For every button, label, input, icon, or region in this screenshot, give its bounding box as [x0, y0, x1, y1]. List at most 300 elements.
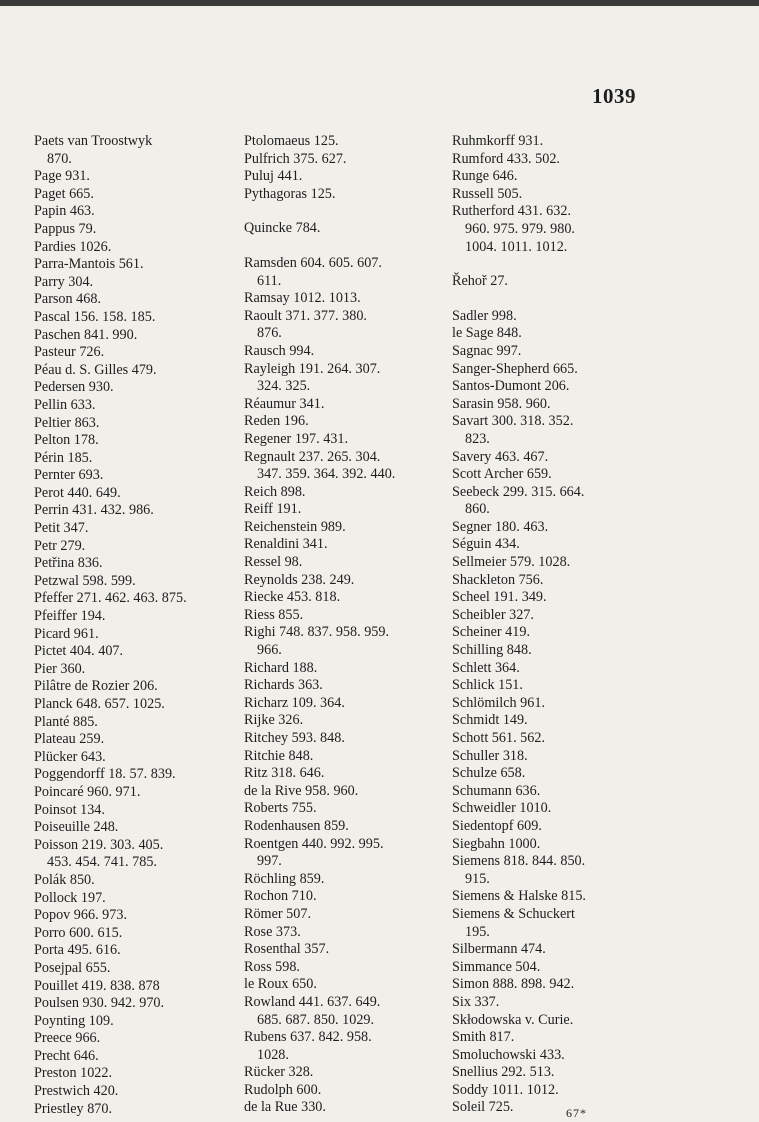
index-entry-continuation: 860. — [465, 501, 490, 518]
index-entry-text: Roberts 755. — [244, 800, 317, 817]
index-entry-text: Pfeiffer 194. — [34, 608, 106, 625]
index-entry — [452, 484, 652, 519]
index-entry-text: Petit 347. — [34, 520, 89, 537]
index-entry — [34, 626, 234, 644]
index-entry — [244, 220, 444, 238]
index-entry — [34, 731, 234, 749]
index-entry-text: Scheibler 327. — [452, 606, 534, 623]
index-entry — [244, 361, 444, 396]
page-number: 1039 — [592, 84, 636, 108]
index-entry-text: Reiff 191. — [244, 501, 302, 518]
index-entry — [34, 450, 234, 468]
index-entry-text: Rubens 637. 842. 958. — [244, 1029, 372, 1046]
index-entry-text: Perrin 431. 432. 986. — [34, 502, 154, 519]
index-entry-text: Reden 196. — [244, 413, 309, 430]
section-gap — [452, 291, 652, 308]
index-entry-text: le Roux 650. — [244, 976, 317, 993]
index-entry — [34, 960, 234, 978]
index-entry-text: Pier 360. — [34, 660, 86, 677]
section-gap — [244, 238, 444, 255]
index-entry — [452, 642, 652, 660]
index-entry-text: Rausch 994. — [244, 342, 315, 359]
index-entry-text: Reich 898. — [244, 483, 306, 500]
index-entry-text: Richards 363. — [244, 677, 323, 694]
index-entry-text: Petřina 836. — [34, 555, 103, 572]
index-entry — [452, 941, 652, 959]
index-entry — [34, 714, 234, 732]
index-entry — [452, 765, 652, 783]
index-entry-text: Siemens & Halske 815. — [452, 888, 586, 905]
index-entry — [34, 995, 234, 1013]
index-entry-text: de la Rive 958. 960. — [244, 782, 359, 799]
index-entry — [452, 273, 652, 291]
index-entry-text: Precht 646. — [34, 1047, 99, 1064]
index-entry-text: Rutherford 431. 632. — [452, 203, 572, 220]
index-entry-text: Plücker 643. — [34, 748, 106, 765]
index-entry — [34, 573, 234, 591]
index-entry-text: Pictet 404. 407. — [34, 643, 124, 660]
index-entry-text: Ritchie 848. — [244, 747, 314, 764]
index-entry-text: Siegbahn 1000. — [452, 835, 541, 852]
index-entry — [34, 274, 234, 292]
index-entry — [34, 1013, 234, 1031]
index-entry-continuation: 876. — [257, 325, 282, 342]
index-entry — [244, 554, 444, 572]
index-entry — [34, 203, 234, 221]
index-entry-continuation: 960. 975. 979. 980. — [465, 220, 575, 237]
index-entry — [452, 994, 652, 1012]
signature-mark: 67* — [566, 1106, 587, 1120]
index-entry-text: Sadler 998. — [452, 307, 517, 324]
index-entry — [34, 432, 234, 450]
index-entry-text: Poisson 219. 303. 405. — [34, 836, 164, 853]
index-entry-text: Seebeck 299. 315. 664. — [452, 483, 585, 500]
index-entry — [34, 1065, 234, 1083]
index-entry — [34, 749, 234, 767]
index-entry-text: Simmance 504. — [452, 958, 541, 975]
index-entry-text: Pollock 197. — [34, 889, 106, 906]
index-entry — [244, 624, 444, 659]
index-entry — [34, 1030, 234, 1048]
index-entry — [452, 800, 652, 818]
index-entry — [244, 1099, 444, 1117]
index-entry-text: Shackleton 756. — [452, 571, 544, 588]
index-entry-text: Riess 855. — [244, 606, 304, 623]
index-entry — [452, 203, 652, 256]
index-entry-text: Rowland 441. 637. 649. — [244, 993, 381, 1010]
index-entry-text: Soddy 1011. 1012. — [452, 1081, 559, 1098]
index-entry-text: Péau d. S. Gilles 479. — [34, 361, 157, 378]
index-entry-text: Pasteur 726. — [34, 344, 105, 361]
index-entry — [452, 1099, 652, 1117]
index-entry — [452, 818, 652, 836]
index-entry-text: Righi 748. 837. 958. 959. — [244, 624, 390, 641]
index-entry — [452, 308, 652, 326]
index-entry — [244, 695, 444, 713]
index-entry-text: Siemens & Schuckert — [452, 905, 575, 922]
index-column-3 — [452, 133, 652, 1117]
index-entry — [452, 660, 652, 678]
index-entry — [34, 696, 234, 714]
index-entry-text: Reichenstein 989. — [244, 518, 346, 535]
index-entry — [34, 925, 234, 943]
index-entry — [452, 836, 652, 854]
index-entry — [244, 994, 444, 1029]
index-entry-text: Rosenthal 357. — [244, 941, 330, 958]
index-entry-text: Ramsden 604. 605. 607. — [244, 254, 382, 271]
index-entry — [244, 484, 444, 502]
index-entry — [452, 677, 652, 695]
index-entry — [34, 291, 234, 309]
index-entry-continuation: 195. — [465, 923, 490, 940]
index-entry — [34, 397, 234, 415]
index-entry-continuation: 685. 687. 850. 1029. — [257, 1011, 375, 1028]
index-entry-text: Picard 961. — [34, 625, 99, 642]
index-entry — [34, 661, 234, 679]
index-entry — [34, 819, 234, 837]
index-entry — [452, 712, 652, 730]
index-entry — [244, 888, 444, 906]
index-entry — [452, 186, 652, 204]
index-entry — [34, 379, 234, 397]
index-entry-text: Segner 180. 463. — [452, 518, 549, 535]
index-entry-continuation: 324. 325. — [257, 378, 311, 395]
index-entry-text: Pernter 693. — [34, 467, 104, 484]
index-entry — [244, 871, 444, 889]
index-entry-continuation: 611. — [257, 272, 282, 289]
index-entry — [452, 783, 652, 801]
index-entry — [34, 538, 234, 556]
index-entry-text: Ruhmkorff 931. — [452, 133, 544, 149]
index-entry — [244, 396, 444, 414]
index-entry — [452, 572, 652, 590]
index-entry-text: Řehoř 27. — [452, 273, 508, 290]
index-entry — [452, 748, 652, 766]
index-entry-text: Schlick 151. — [452, 677, 523, 694]
index-entry-text: Preece 966. — [34, 1030, 101, 1047]
index-column-2 — [244, 133, 444, 1117]
index-entry — [244, 906, 444, 924]
index-entry-text: Riecke 453. 818. — [244, 589, 341, 606]
index-entry-text: Schott 561. 562. — [452, 730, 546, 746]
index-entry-text: Soleil 725. — [452, 1099, 514, 1116]
index-entry — [244, 572, 444, 590]
index-entry — [34, 467, 234, 485]
index-entry — [452, 449, 652, 467]
index-entry — [244, 589, 444, 607]
index-entry-text: Ptolomaeus 125. — [244, 133, 339, 149]
index-entry — [34, 221, 234, 239]
index-entry-text: Polák 850. — [34, 871, 95, 888]
index-entry — [244, 959, 444, 977]
index-entry — [244, 133, 444, 151]
index-entry-text: Siedentopf 609. — [452, 817, 542, 834]
index-entry-text: Smith 817. — [452, 1029, 515, 1046]
index-entry-text: Scheiner 419. — [452, 624, 531, 641]
index-entry-text: Parra-Mantois 561. — [34, 256, 144, 273]
index-entry-text: Parry 304. — [34, 273, 94, 290]
index-entry — [244, 186, 444, 204]
index-entry — [34, 872, 234, 890]
index-entry — [34, 485, 234, 503]
index-entry-text: Schuller 318. — [452, 747, 528, 764]
index-entry — [34, 942, 234, 960]
index-entry-text: Rudolph 600. — [244, 1081, 322, 1098]
section-gap — [244, 203, 444, 220]
index-entry-text: Paget 665. — [34, 185, 94, 202]
index-entry-text: Parson 468. — [34, 291, 101, 308]
index-entry — [452, 361, 652, 379]
index-entry-continuation: 966. — [257, 642, 282, 659]
index-entry-text: Richarz 109. 364. — [244, 694, 345, 711]
index-entry-continuation: 1004. 1011. 1012. — [465, 238, 568, 255]
index-entry-text: Reynolds 238. 249. — [244, 571, 355, 588]
index-entry — [452, 853, 652, 888]
index-entry — [244, 168, 444, 186]
index-entry-text: Sanger-Shepherd 665. — [452, 360, 578, 377]
index-entry-text: Röchling 859. — [244, 870, 325, 887]
index-entry — [34, 256, 234, 274]
index-entry — [244, 976, 444, 994]
index-entry — [34, 1101, 234, 1119]
index-entry — [34, 907, 234, 925]
index-entry — [244, 536, 444, 554]
index-entry — [452, 1064, 652, 1082]
index-entry — [452, 589, 652, 607]
index-entry — [452, 413, 652, 448]
index-entry-text: Rumford 433. 502. — [452, 150, 560, 167]
index-entry — [34, 239, 234, 257]
index-entry-text: Savery 463. 467. — [452, 448, 549, 465]
index-entry-text: Ritz 318. 646. — [244, 765, 325, 782]
index-entry — [34, 133, 234, 168]
index-entry — [452, 133, 652, 151]
page-top-edge — [0, 0, 759, 6]
index-entry-text: Ritchey 593. 848. — [244, 730, 345, 746]
index-entry — [244, 836, 444, 871]
index-entry — [244, 730, 444, 748]
index-entry — [452, 519, 652, 537]
index-entry-continuation: 347. 359. 364. 392. 440. — [257, 466, 396, 483]
index-entry-text: Page 931. — [34, 168, 90, 185]
index-entry-text: Smoluchowski 433. — [452, 1046, 565, 1063]
index-entry-text: Regener 197. 431. — [244, 430, 349, 447]
index-entry — [34, 590, 234, 608]
index-entry — [244, 941, 444, 959]
index-entry — [34, 520, 234, 538]
index-entry-continuation: 1028. — [257, 1046, 289, 1063]
index-entry-text: Périn 185. — [34, 449, 93, 466]
index-entry-continuation: 453. 454. 741. 785. — [47, 854, 157, 871]
index-entry — [34, 1048, 234, 1066]
index-entry-text: Siemens 818. 844. 850. — [452, 853, 586, 870]
index-entry-text: Réaumur 341. — [244, 395, 325, 412]
index-entry-text: Skłodowska v. Curie. — [452, 1011, 574, 1028]
index-entry — [34, 344, 234, 362]
index-entry-text: Petzwal 598. 599. — [34, 572, 136, 589]
index-entry-text: Pulfrich 375. 627. — [244, 150, 347, 167]
index-entry-text: Six 337. — [452, 993, 500, 1010]
index-entry — [452, 466, 652, 484]
index-entry-text: Santos-Dumont 206. — [452, 378, 570, 395]
index-entry-text: Poulsen 930. 942. 970. — [34, 995, 165, 1012]
index-entry — [452, 888, 652, 906]
index-entry-continuation: 915. — [465, 870, 490, 887]
index-entry-text: Posejpal 655. — [34, 959, 111, 976]
index-entry-text: Poggendorff 18. 57. 839. — [34, 766, 176, 783]
index-entry-text: Sellmeier 579. 1028. — [452, 554, 571, 571]
index-entry-text: Sarasin 958. 960. — [452, 395, 551, 412]
index-entry-text: Sagnac 997. — [452, 342, 522, 359]
index-entry-text: Savart 300. 318. 352. — [452, 413, 574, 430]
index-entry-text: Pythagoras 125. — [244, 185, 336, 202]
index-entry — [452, 976, 652, 994]
index-entry-text: Planck 648. 657. 1025. — [34, 696, 165, 712]
index-entry-continuation: 870. — [47, 150, 72, 167]
index-entry-text: Planté 885. — [34, 713, 98, 730]
index-entry-text: Rücker 328. — [244, 1064, 314, 1081]
index-entry — [34, 309, 234, 327]
index-entry — [244, 308, 444, 343]
index-entry-text: Rodenhausen 859. — [244, 817, 349, 834]
index-entry — [244, 431, 444, 449]
index-entry-text: Schulze 658. — [452, 765, 526, 782]
index-entry-text: Richard 188. — [244, 659, 318, 676]
index-entry-text: Petr 279. — [34, 537, 86, 554]
index-entry — [34, 608, 234, 626]
index-entry — [452, 325, 652, 343]
index-entry-text: Snellius 292. 513. — [452, 1064, 555, 1081]
index-entry — [34, 890, 234, 908]
index-entry-text: Peltier 863. — [34, 414, 100, 431]
index-entry — [244, 607, 444, 625]
index-entry-text: Schlett 364. — [452, 659, 520, 676]
index-entry — [244, 255, 444, 290]
index-entry — [452, 695, 652, 713]
index-entry-text: Perot 440. 649. — [34, 484, 121, 501]
index-entry-text: Römer 507. — [244, 905, 311, 922]
index-entry-text: Regnault 237. 265. 304. — [244, 448, 381, 465]
index-entry — [244, 519, 444, 537]
index-entry-text: Poiseuille 248. — [34, 819, 119, 836]
index-entry — [452, 624, 652, 642]
index-entry — [452, 1082, 652, 1100]
index-entry — [244, 660, 444, 678]
index-entry-text: Poincaré 960. 971. — [34, 783, 141, 800]
index-entry-text: Paschen 841. 990. — [34, 326, 138, 343]
index-entry-text: Porta 495. 616. — [34, 942, 121, 959]
index-entry — [34, 766, 234, 784]
index-entry — [34, 837, 234, 872]
index-entry-continuation: 997. — [257, 853, 282, 870]
index-entry-text: Scott Archer 659. — [452, 466, 552, 483]
index-entry — [452, 554, 652, 572]
index-entry-text: Rose 373. — [244, 923, 301, 940]
index-entry — [244, 343, 444, 361]
index-entry-text: Schweidler 1010. — [452, 800, 552, 817]
index-entry — [244, 501, 444, 519]
index-entry — [244, 924, 444, 942]
index-entry-text: Poinsot 134. — [34, 801, 105, 818]
index-entry — [452, 1029, 652, 1047]
section-gap — [452, 256, 652, 273]
index-entry-text: Ressel 98. — [244, 554, 303, 571]
index-entry — [244, 290, 444, 308]
index-entry-text: Renaldini 341. — [244, 536, 328, 553]
index-entry — [244, 712, 444, 730]
index-entry — [34, 415, 234, 433]
index-entry-text: Prestwich 420. — [34, 1083, 119, 1100]
index-entry — [34, 802, 234, 820]
index-entry-text: Pelton 178. — [34, 432, 99, 449]
index-entry — [452, 1047, 652, 1065]
index-entry-continuation: 823. — [465, 430, 490, 447]
index-entry-text: Simon 888. 898. 942. — [452, 976, 575, 993]
index-entry — [34, 643, 234, 661]
index-entry-text: Ross 598. — [244, 958, 300, 975]
index-entry — [34, 978, 234, 996]
index-entry-text: Ramsay 1012. 1013. — [244, 290, 361, 307]
index-entry — [34, 555, 234, 573]
index-entry-text: Poynting 109. — [34, 1012, 114, 1029]
index-entry-text: le Sage 848. — [452, 325, 522, 342]
index-entry-text: Quincke 784. — [244, 220, 321, 237]
index-entry-text: Papin 463. — [34, 203, 95, 220]
index-entry-text: Pfeffer 271. 462. 463. 875. — [34, 590, 187, 607]
index-entry-text: Pascal 156. 158. 185. — [34, 308, 156, 325]
index-entry — [244, 818, 444, 836]
index-entry-text: Rayleigh 191. 264. 307. — [244, 360, 381, 377]
index-entry — [452, 151, 652, 169]
index-entry-text: Raoult 371. 377. 380. — [244, 307, 367, 324]
index-entry-text: Schilling 848. — [452, 642, 532, 659]
index-entry-text: Schumann 636. — [452, 782, 541, 799]
index-entry-text: Popov 966. 973. — [34, 907, 128, 924]
index-entry — [34, 1083, 234, 1101]
index-entry — [34, 502, 234, 520]
index-entry — [452, 607, 652, 625]
index-entry — [452, 1012, 652, 1030]
index-entry — [452, 396, 652, 414]
index-entry-text: Runge 646. — [452, 168, 518, 185]
index-entry — [244, 413, 444, 431]
index-entry — [244, 449, 444, 484]
index-entry — [244, 1064, 444, 1082]
index-entry-text: Rochon 710. — [244, 888, 317, 905]
index-entry-text: Puluj 441. — [244, 168, 303, 185]
index-entry-text: Paets van Troostwyk — [34, 133, 153, 149]
index-entry — [34, 168, 234, 186]
index-entry — [244, 677, 444, 695]
index-entry-text: Priestley 870. — [34, 1100, 113, 1117]
index-entry — [452, 343, 652, 361]
index-entry — [244, 783, 444, 801]
index-entry — [244, 151, 444, 169]
index-column-1 — [34, 133, 234, 1118]
index-entry-text: Scheel 191. 349. — [452, 589, 547, 606]
index-entry-text: Schmidt 149. — [452, 712, 528, 729]
index-entry — [244, 1029, 444, 1064]
index-entry-text: de la Rue 330. — [244, 1099, 326, 1116]
index-entry-text: Preston 1022. — [34, 1065, 113, 1082]
index-entry — [452, 536, 652, 554]
index-entry — [452, 959, 652, 977]
index-entry-text: Pilâtre de Rozier 206. — [34, 678, 158, 695]
index-entry — [34, 678, 234, 696]
index-entry — [34, 327, 234, 345]
index-entry-text: Schlömilch 961. — [452, 694, 546, 711]
index-entry-text: Rijke 326. — [244, 712, 304, 729]
